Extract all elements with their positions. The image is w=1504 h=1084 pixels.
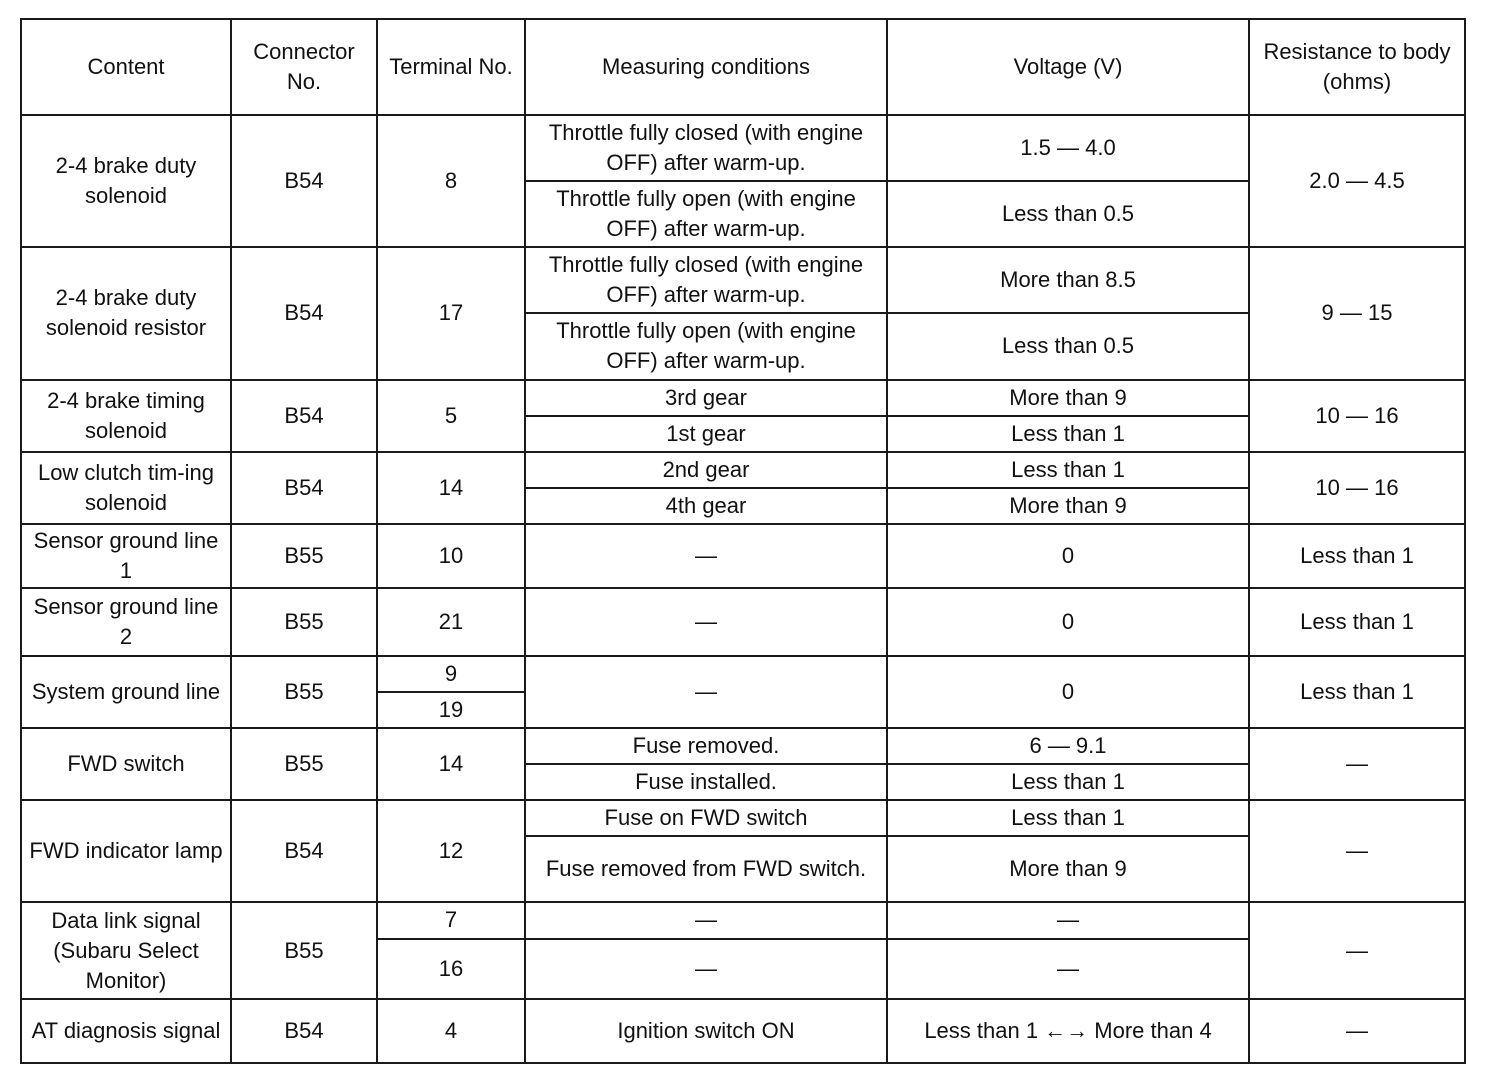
resistance-cell: 2.0 — 4.5 xyxy=(1249,115,1465,247)
terminal-cell: 9 xyxy=(377,656,525,692)
voltage-cell: Less than 1 xyxy=(887,764,1249,800)
condition-cell: 1st gear xyxy=(525,416,887,452)
voltage-cell: Less than 0.5 xyxy=(887,181,1249,247)
condition-cell: — xyxy=(525,656,887,728)
resistance-cell: — xyxy=(1249,999,1465,1063)
table-row xyxy=(21,728,1465,764)
condition-cell: 2nd gear xyxy=(525,452,887,488)
header-conditions: Measuring conditions xyxy=(525,19,887,115)
terminal-cell: 14 xyxy=(377,452,525,524)
table-row xyxy=(21,452,1465,488)
content-cell: FWD switch xyxy=(21,728,231,800)
terminal-cell: 16 xyxy=(377,939,525,999)
resistance-cell: 10 — 16 xyxy=(1249,452,1465,524)
connector-cell: B55 xyxy=(231,728,377,800)
voltage-cell: 1.5 — 4.0 xyxy=(887,115,1249,181)
content-cell: System ground line xyxy=(21,656,231,728)
terminal-cell: 14 xyxy=(377,728,525,800)
header-voltage: Voltage (V) xyxy=(887,19,1249,115)
voltage-cell: 0 xyxy=(887,524,1249,588)
voltage-cell: — xyxy=(887,902,1249,938)
connector-cell: B54 xyxy=(231,999,377,1063)
resistance-cell: — xyxy=(1249,728,1465,800)
condition-cell: — xyxy=(525,902,887,938)
header-content: Content xyxy=(21,19,231,115)
condition-cell: Ignition switch ON xyxy=(525,999,887,1063)
content-cell: 2-4 brake duty solenoid xyxy=(21,115,231,247)
header-row xyxy=(21,19,1465,115)
connector-cell: B54 xyxy=(231,115,377,247)
condition-cell: Throttle fully open (with engine OFF) after warm-up. xyxy=(525,181,887,247)
resistance-cell: Less than 1 xyxy=(1249,524,1465,588)
diagnosis-table xyxy=(20,18,1466,1064)
table-row xyxy=(21,524,1465,588)
connector-cell: B54 xyxy=(231,247,377,379)
terminal-cell: 19 xyxy=(377,692,525,728)
content-cell: 2-4 brake timing solenoid xyxy=(21,380,231,452)
resistance-cell: — xyxy=(1249,800,1465,902)
resistance-cell: Less than 1 xyxy=(1249,656,1465,728)
terminal-cell: 4 xyxy=(377,999,525,1063)
terminal-cell: 21 xyxy=(377,588,525,656)
condition-cell: Throttle fully open (with engine OFF) after warm-up. xyxy=(525,313,887,379)
condition-cell: 4th gear xyxy=(525,488,887,524)
voltage-cell: More than 9 xyxy=(887,488,1249,524)
voltage-cell: More than 8.5 xyxy=(887,247,1249,313)
table-row xyxy=(21,656,1465,692)
terminal-cell: 8 xyxy=(377,115,525,247)
voltage-cell: Less than 0.5 xyxy=(887,313,1249,379)
voltage-cell: Less than 1 xyxy=(887,416,1249,452)
connector-cell: B54 xyxy=(231,380,377,452)
terminal-cell: 5 xyxy=(377,380,525,452)
condition-cell: — xyxy=(525,524,887,588)
resistance-cell: 10 — 16 xyxy=(1249,380,1465,452)
voltage-cell: 6 — 9.1 xyxy=(887,728,1249,764)
connector-cell: B55 xyxy=(231,656,377,728)
connector-cell: B55 xyxy=(231,902,377,998)
table-row xyxy=(21,115,1465,181)
resistance-cell: — xyxy=(1249,902,1465,998)
resistance-cell: Less than 1 xyxy=(1249,588,1465,656)
connector-cell: B55 xyxy=(231,524,377,588)
condition-cell: — xyxy=(525,939,887,999)
condition-cell: Fuse on FWD switch xyxy=(525,800,887,836)
table-row xyxy=(21,247,1465,313)
table-row xyxy=(21,380,1465,416)
condition-cell: Fuse removed from FWD switch. xyxy=(525,836,887,902)
voltage-cell: — xyxy=(887,939,1249,999)
content-cell: Data link signal (Subaru Select Monitor) xyxy=(21,902,231,998)
header-resistance: Resistance to body (ohms) xyxy=(1249,19,1465,115)
content-cell: 2-4 brake duty solenoid resistor xyxy=(21,247,231,379)
terminal-cell: 12 xyxy=(377,800,525,902)
content-cell: Sensor ground line 2 xyxy=(21,588,231,656)
table-row xyxy=(21,902,1465,938)
voltage-cell: Less than 1 ←→ More than 4 xyxy=(887,999,1249,1063)
condition-cell: Throttle fully closed (with engine OFF) after warm-up. xyxy=(525,115,887,181)
content-cell: AT diagnosis signal xyxy=(21,999,231,1063)
voltage-cell: 0 xyxy=(887,588,1249,656)
header-connector: Connector No. xyxy=(231,19,377,115)
terminal-cell: 17 xyxy=(377,247,525,379)
condition-cell: Fuse removed. xyxy=(525,728,887,764)
voltage-cell: 0 xyxy=(887,656,1249,728)
condition-cell: Throttle fully closed (with engine OFF) after warm-up. xyxy=(525,247,887,313)
header-terminal: Terminal No. xyxy=(377,19,525,115)
content-cell: Low clutch tim-ing solenoid xyxy=(21,452,231,524)
terminal-cell: 7 xyxy=(377,902,525,938)
voltage-cell: More than 9 xyxy=(887,380,1249,416)
condition-cell: 3rd gear xyxy=(525,380,887,416)
voltage-cell: More than 9 xyxy=(887,836,1249,902)
voltage-cell: Less than 1 xyxy=(887,452,1249,488)
connector-cell: B55 xyxy=(231,588,377,656)
table-row xyxy=(21,800,1465,836)
content-cell: FWD indicator lamp xyxy=(21,800,231,902)
voltage-cell: Less than 1 xyxy=(887,800,1249,836)
table-row xyxy=(21,588,1465,656)
content-cell: Sensor ground line 1 xyxy=(21,524,231,588)
table-row xyxy=(21,999,1465,1063)
connector-cell: B54 xyxy=(231,452,377,524)
resistance-cell: 9 — 15 xyxy=(1249,247,1465,379)
connector-cell: B54 xyxy=(231,800,377,902)
terminal-cell: 10 xyxy=(377,524,525,588)
condition-cell: Fuse installed. xyxy=(525,764,887,800)
condition-cell: — xyxy=(525,588,887,656)
